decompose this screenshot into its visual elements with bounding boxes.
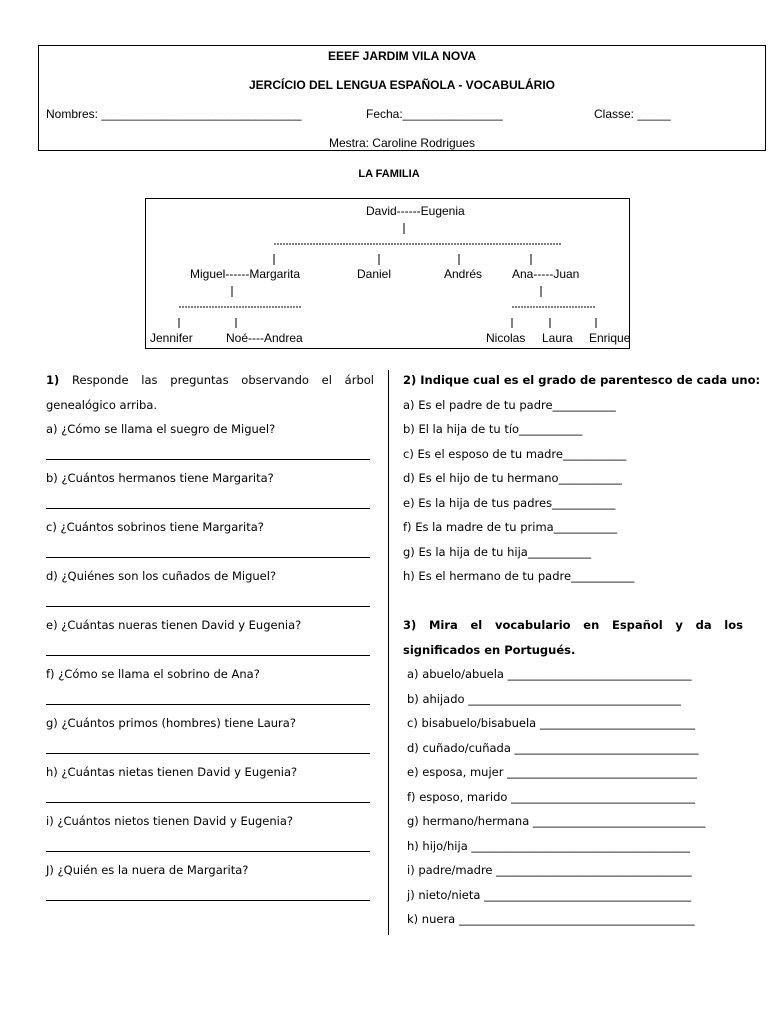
answer-line[interactable] [46,589,374,614]
question: g) ¿Cuántos primos (hombres) tiene Laura? [46,716,296,730]
kinship-item[interactable]: d) Es el hijo de tu hermano___________ [403,471,622,485]
section-title: LA FAMILIA [358,168,420,180]
kinship-item[interactable]: e) Es la hija de tus padres___________ [403,495,616,510]
vocab-list [403,662,743,932]
answer-line[interactable] [46,785,374,810]
kinship-item[interactable]: h) Es el hermano de tu padre___________ [403,569,635,583]
part1-intro: 1) Responde las preguntas observando el árbol genealógico arriba. [46,373,374,412]
family-tree [145,198,630,349]
kinship-item[interactable]: g) Es la hija de tu hija___________ [403,544,592,559]
vocab-item[interactable]: e) esposa, mujer _________________________________ [407,765,697,779]
vocab-item[interactable]: h) hijo/hija ______________________________________ [407,838,690,853]
nombres-field[interactable]: Nombres: ______________________________ [46,107,302,121]
question: J) ¿Quién es la nuera de Margarita? [46,863,249,877]
answer-line[interactable] [46,834,374,859]
kinship-item[interactable]: c) Es el esposo de tu madre___________ [403,446,627,461]
tree-node-noe-andrea: Noé----Andrea [226,331,303,345]
vocab-item[interactable]: i) padre/madre __________________________________ [407,863,692,877]
question: a) ¿Cómo se llama el suegro de Miguel? [46,422,276,436]
tree-node-daniel: Daniel [357,267,392,281]
worksheet-subject: JERCÍCIO DEL LENGUA ESPAÑOLA - VOCABULÁRIO [248,78,556,92]
vocab-item[interactable]: k) nuera _________________________________________ [407,912,695,926]
question: e) ¿Cuántas nueras tienen David y Eugenia? [46,618,302,632]
kinship-item[interactable]: a) Es el padre de tu padre___________ [403,397,616,412]
part2-part3 [403,368,761,932]
vocab-item[interactable]: f) esposo, marido ________________________________ [407,789,696,804]
tree-node-laura: Laura [542,331,573,345]
answer-line[interactable] [46,883,374,908]
tree-node-david-eugenia: David------Eugenia [366,204,465,218]
kinship-item[interactable]: b) El la hija de tu tío___________ [403,422,583,436]
part3-intro: 3) Mira el vocabulario en Español y da los significados en Portugués. [403,618,743,657]
classe-field[interactable]: Classe: _____ [594,107,671,121]
question: h) ¿Cuántas nietas tienen David y Eugenia? [46,765,298,779]
column-divider [388,370,389,935]
part2-intro: 2) Indique cual es el grado de parentesco de cada uno: [403,373,761,387]
tree-node-andres: Andrés [444,267,483,281]
tree-node-jennifer: Jennifer [150,331,193,345]
question: c) ¿Cuántos sobrinos tiene Margarita? [46,520,264,534]
vocab-item[interactable]: b) ahijado _____________________________________ [407,691,681,706]
vocab-item[interactable]: c) bisabuelo/bisabuela ___________________________ [407,716,696,730]
question: b) ¿Cuántos hermanos tiene Margarita? [46,471,274,485]
answer-line[interactable] [46,638,374,663]
answer-line[interactable] [46,736,374,761]
fecha-field[interactable]: Fecha:_______________ [366,107,503,121]
vocab-item[interactable]: d) cuñado/cuñada ________________________________ [407,740,699,755]
teacher-name: Mestra: Caroline Rodrigues [328,136,476,150]
answer-line[interactable] [46,442,374,467]
vocab-item[interactable]: g) hermano/hermana ______________________________ [407,814,706,828]
family-tree-lines [146,199,630,349]
answer-line[interactable] [46,540,374,565]
tree-node-enrique: Enrique [589,331,631,345]
tree-node-nicolas: Nicolas [486,331,526,345]
answer-line[interactable] [46,491,374,516]
question: d) ¿Quiénes son los cuñados de Miguel? [46,569,277,583]
spacer [403,589,743,614]
vocab-item[interactable]: j) nieto/nieta ____________________________________ [407,887,692,902]
question: f) ¿Cómo se llama el sobrino de Ana? [46,667,260,681]
part1-questions [46,368,374,907]
answer-line[interactable] [46,687,374,712]
header-box [38,45,766,151]
kinship-item[interactable]: f) Es la madre de tu prima___________ [403,520,617,534]
question: i) ¿Cuántos nietos tienen David y Eugenia? [46,814,294,828]
school-name: EEEF JARDIM VILA NOVA [327,49,476,63]
tree-node-ana-juan: Ana-----Juan [512,267,580,281]
vocab-item[interactable]: a) abuelo/abuela ________________________________ [407,667,692,681]
tree-node-miguel-margarita: Miguel------Margarita [190,267,301,281]
